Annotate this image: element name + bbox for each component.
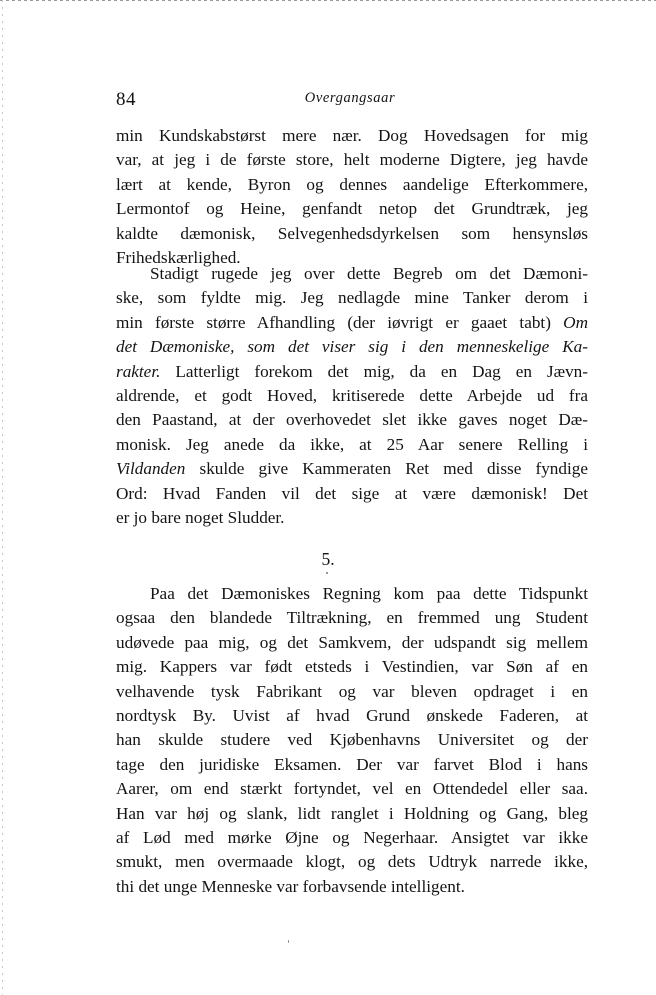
text-segment: af Lød med mørke Øjne og Negerhaar. Ansigtet var ikke	[116, 828, 588, 848]
text-segment: Lermontof og Heine, genfandt netop det Grundtræk, jeg	[116, 199, 588, 219]
text-line	[116, 262, 588, 286]
text-segment: aldrende, et godt Hoved, kritiserede dette Arbejde ud fra	[116, 386, 588, 406]
italic-text: Om	[563, 312, 588, 332]
text-segment: min Kundskabstørst mere nær. Dog Hovedsagen for mig	[116, 126, 588, 145]
section-number: 5.	[321, 549, 335, 569]
text-line	[116, 606, 588, 630]
text-line	[116, 482, 588, 506]
text-line	[116, 655, 588, 679]
text-segment: Ord: Hvad Fanden vil det sige at være dæmonisk! Det	[116, 483, 588, 503]
text-segment: var, at jeg i de første store, helt moderne Digtere, jeg havde	[116, 150, 588, 170]
text-line	[116, 222, 588, 246]
text-line	[116, 777, 588, 801]
paragraph-1	[116, 124, 588, 270]
text-line	[116, 433, 588, 457]
scan-speck	[326, 572, 328, 574]
text-line	[116, 457, 588, 481]
text-segment: monisk. Jeg anede da ikke, at 25 Aar senere Relling i	[116, 434, 588, 454]
text-segment: Han var høj og slank, lidt ranglet i Holdning og Gang, bleg	[116, 803, 588, 823]
text-line	[116, 631, 588, 655]
text-line	[116, 704, 588, 728]
text-segment: udøvede paa mig, og det Samkvem, der udspandt sig mellem	[116, 632, 588, 652]
text-line	[116, 124, 588, 148]
text-segment: min første større Afhandling (der iøvrigt er gaaet tabt)	[116, 312, 564, 332]
italic-text: Vildanden	[116, 459, 186, 479]
text-segment: tage den juridiske Eksamen. Der var farvet Blod i hans	[116, 754, 588, 774]
text-line	[116, 286, 588, 310]
text-segment: smukt, men overmaade klogt, og dets Udtryk narrede ikke,	[116, 852, 588, 872]
scan-edge-top	[0, 0, 656, 1]
text-line	[116, 506, 588, 530]
text-line	[116, 408, 588, 432]
italic-text: rakter.	[116, 361, 161, 381]
text-segment: ogsaa den blandede Tiltrækning, en fremmed ung Student	[116, 608, 588, 628]
text-segment: han skulde studere ved Kjøbenhavns Universitet og der	[116, 730, 588, 750]
text-line	[116, 582, 588, 606]
text-line	[116, 753, 588, 777]
text-line	[116, 728, 588, 752]
text-line	[116, 826, 588, 850]
text-line	[116, 875, 588, 899]
text-line	[116, 311, 588, 335]
text-segment: skulde give Kammeraten Ret med disse fyndige	[185, 459, 588, 479]
text-line	[116, 384, 588, 408]
italic-text: det Dæmoniske, som det viser sig i den menneskelige Ka-	[116, 337, 588, 357]
text-segment: kaldte dæmonisk, Selvegenhedsdyrkelsen som hensynsløs	[116, 223, 588, 243]
page-number: 84	[116, 89, 136, 110]
text-line	[116, 197, 588, 221]
text-segment: er jo bare noget Sludder.	[116, 508, 285, 528]
text-line	[116, 680, 588, 704]
text-segment: Frihedskærlighed.	[116, 248, 241, 268]
text-line	[116, 335, 588, 359]
text-line	[116, 802, 588, 826]
text-segment: den Paastand, at der overhovedet slet ikke gaves noget Dæ-	[116, 410, 588, 430]
text-segment: Paa det Dæmoniskes Regning kom paa dette Tidspunkt	[150, 584, 588, 603]
text-line	[116, 148, 588, 172]
text-line	[116, 360, 588, 384]
text-segment: Aarer, om end stærkt fortyndet, vel en Ottendedel eller saa.	[116, 779, 588, 799]
text-segment: Latterligt forekom det mig, da en Dag en Jævn-	[160, 361, 588, 381]
text-segment: mig. Kappers var født etsteds i Vestindien, var Søn af en	[116, 657, 588, 677]
text-segment: Stadigt rugede jeg over dette Begreb om det Dæmoni-	[150, 264, 588, 283]
text-line	[116, 173, 588, 197]
scan-edge-left	[2, 0, 3, 995]
scan-speck	[288, 940, 289, 943]
text-segment: ske, som fyldte mig. Jeg nedlagde mine Tanker derom i	[116, 288, 588, 308]
text-line	[116, 850, 588, 874]
text-segment: lært at kende, Byron og dennes aandelige Efterkommere,	[116, 174, 588, 194]
paragraph-2	[116, 262, 588, 530]
text-segment: nordtysk By. Uvist af hvad Grund ønskede Faderen, at	[116, 706, 588, 726]
text-segment: thi det unge Menneske var forbavsende intelligent.	[116, 876, 465, 896]
text-segment: velhavende tysk Fabrikant og var bleven opdraget i en	[116, 681, 588, 701]
running-head: Overgangsaar	[304, 90, 396, 106]
paragraph-3	[116, 582, 588, 899]
